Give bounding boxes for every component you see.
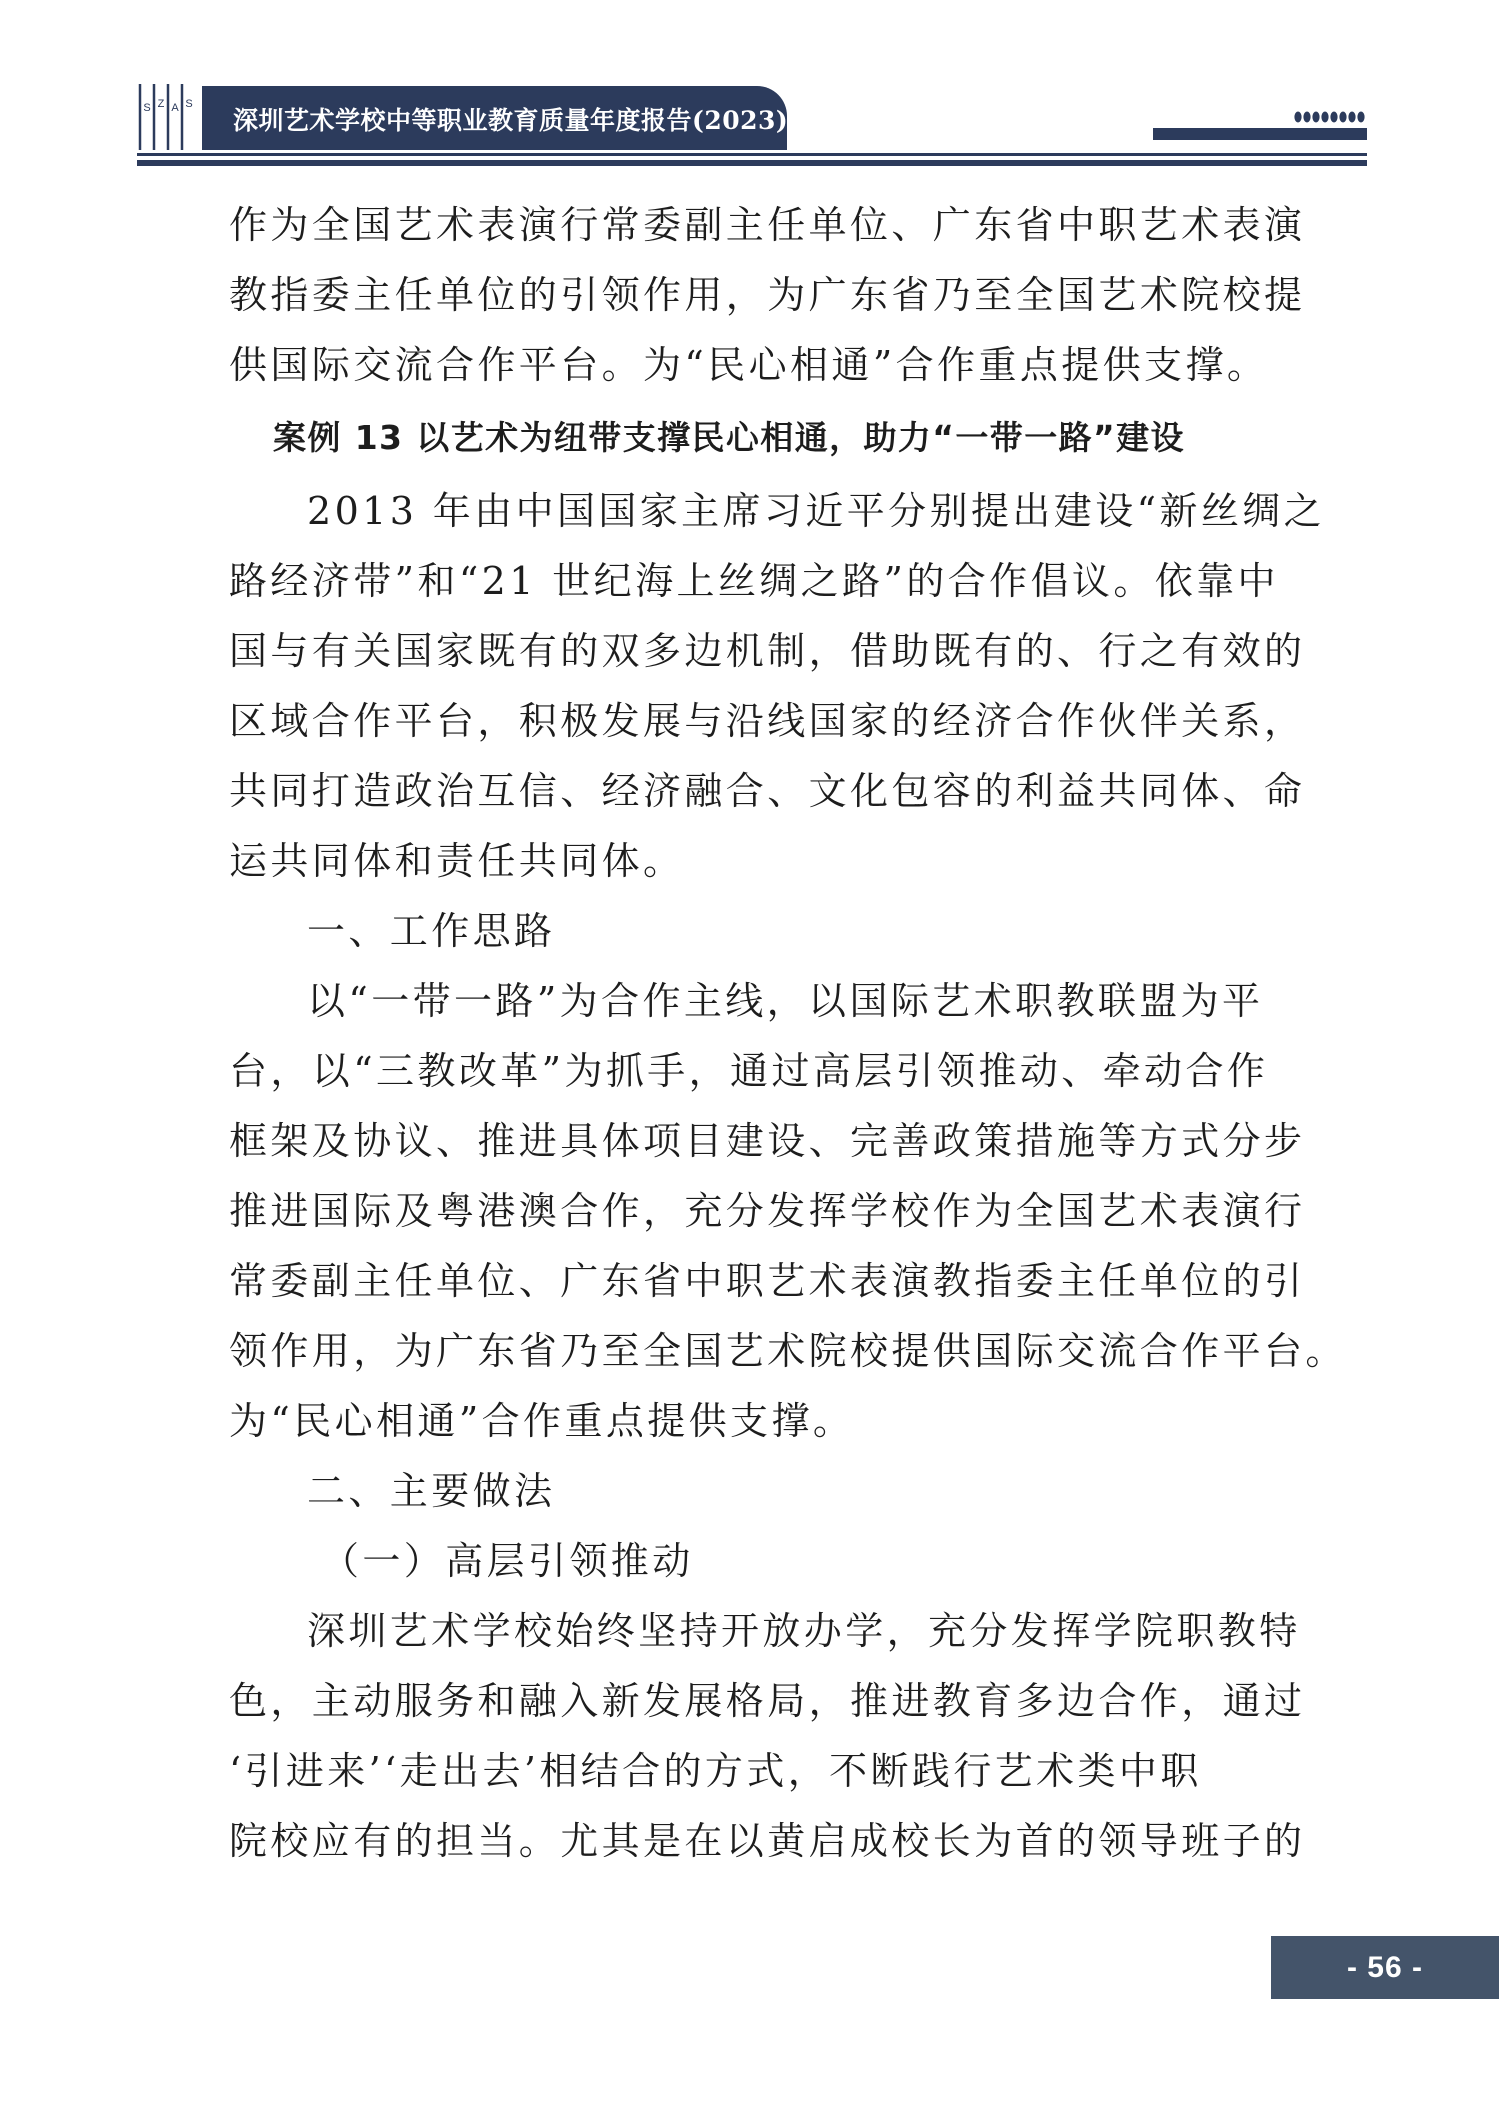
body-line: 2013 年由中国国家主席习近平分别提出建设“新丝绸之: [307, 489, 1326, 533]
body-line: 作为全国艺术表演行常委副主任单位、广东省中职艺术表演: [229, 203, 1306, 247]
body-line: 国与有关国家既有的双多边机制，借助既有的、行之有效的: [229, 629, 1306, 673]
header-accent-bar: [1153, 128, 1367, 140]
page-number-box: [1271, 1936, 1499, 1999]
body-line: 台，以“三教改革”为抓手，通过高层引领推动、牵动合作: [229, 1049, 1269, 1093]
body-line: 为“民心相通”合作重点提供支撑。: [229, 1399, 855, 1443]
document-body: [229, 190, 1347, 1876]
svg-text:Z: Z: [157, 98, 165, 110]
svg-text:S: S: [143, 102, 151, 114]
svg-text:A: A: [171, 102, 179, 114]
header-divider-thick: [137, 160, 1367, 166]
body-line: 供国际交流合作平台。为“民心相通”合作重点提供支撑。: [229, 343, 1269, 387]
body-line: 运共同体和责任共同体。: [229, 839, 685, 883]
body-line: 教指委主任单位的引领作用，为广东省乃至全国艺术院校提: [229, 273, 1306, 317]
body-line: 推进国际及粤港澳合作，充分发挥学校作为全国艺术表演行: [229, 1189, 1306, 1233]
case-heading: 案例 13 以艺术为纽带支撑民心相通，助力“一带一路”建设: [273, 418, 1185, 457]
body-line: 院校应有的担当。尤其是在以黄启成校长为首的领导班子的: [229, 1819, 1306, 1863]
page-number: - 56 -: [1346, 1951, 1424, 1984]
body-line: ‘引进来’‘走出去’相结合的方式，不断践行艺术类中职: [229, 1749, 1202, 1793]
body-line: 色，主动服务和融入新发展格局，推进教育多边合作，通过: [229, 1679, 1306, 1723]
body-line: 区域合作平台，积极发展与沿线国家的经济合作伙伴关系，: [229, 699, 1306, 743]
body-line: 以“一带一路”为合作主线，以国际艺术职教联盟为平: [307, 979, 1264, 1023]
body-line: 路经济带”和“21 世纪海上丝绸之路”的合作倡议。依靠中: [229, 559, 1279, 603]
body-line: 常委副主任单位、广东省中职艺术表演教指委主任单位的引: [229, 1259, 1306, 1303]
section-heading: 一、工作思路: [307, 909, 556, 953]
body-line: 共同打造政治互信、经济融合、文化包容的利益共同体、命: [229, 769, 1306, 813]
subsection-heading: （一）高层引领推动: [321, 1539, 694, 1583]
body-line: 深圳艺术学校始终坚持开放办学，充分发挥学院职教特: [307, 1609, 1301, 1653]
dots-ornament-icon: [1294, 110, 1367, 124]
body-line: 框架及协议、推进具体项目建设、完善政策措施等方式分步: [229, 1119, 1306, 1163]
school-logo: [137, 82, 195, 152]
body-line: 领作用，为广东省乃至全国艺术院校提供国际交流合作平台。: [229, 1329, 1347, 1373]
svg-text:S: S: [185, 98, 193, 110]
header-divider-thin: [137, 153, 1367, 156]
section-heading: 二、主要做法: [307, 1469, 556, 1513]
report-title: 深圳艺术学校中等职业教育质量年度报告(2023): [233, 106, 789, 135]
